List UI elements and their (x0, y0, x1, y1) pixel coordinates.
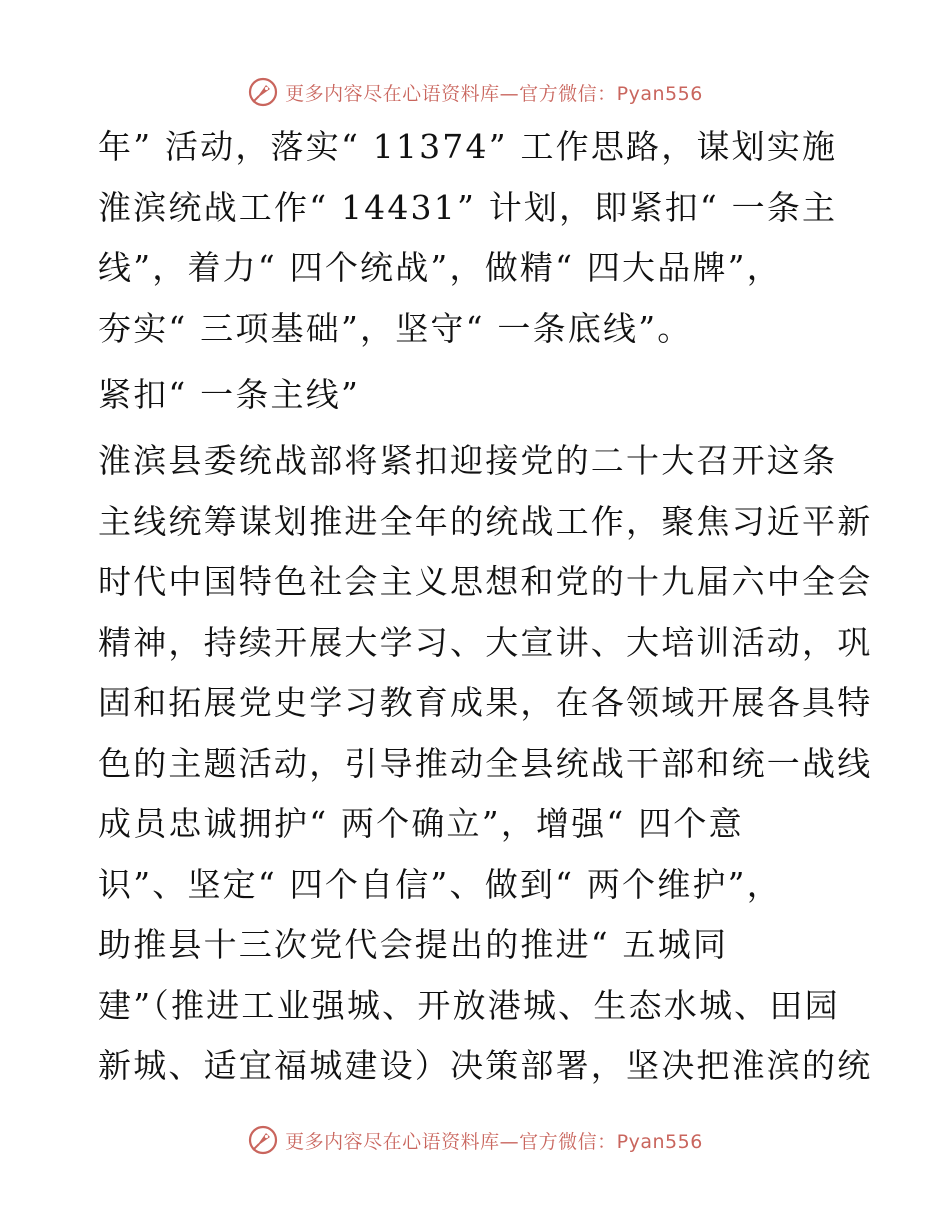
text-line: 时代中国特色社会主义思想和党的十九届六中全会 (98, 562, 873, 601)
text-line: 识”、坚定“ 四个自信”、做到“ 两个维护”， (98, 864, 782, 904)
text-line: 淮滨县委统战部将紧扣迎接党的二十大召开这条 (98, 441, 838, 480)
footer-watermark (0, 1120, 950, 1160)
text-line: 助推县十三次党代会提出的推进“ 五城同 (98, 925, 729, 964)
pen-nib-logo-icon (247, 1124, 279, 1156)
paragraph-1 (98, 125, 858, 367)
text-line: 新城、适宜福城建设）决策部署，坚决把淮滨的统 (98, 1046, 873, 1085)
pen-nib-logo-icon (247, 76, 279, 108)
text-line: 建”（推进工业强城、开放港城、生态水城、田园 (98, 985, 840, 1025)
section-heading: 紧扣“ 一条主线” (98, 375, 361, 414)
header-watermark (0, 72, 950, 112)
paragraph-2 (98, 439, 873, 1105)
text-line: 色的主题活动，引导推动全县统战干部和统一战线 (98, 743, 873, 783)
text-line: 夯实“ 三项基础”，坚守“ 一条底线”。 (98, 308, 693, 348)
watermark-text: 更多内容尽在心语资料库—官方微信：Pyan556 (285, 1130, 703, 1153)
text-line: 成员忠诚拥护“ 两个确立”，增强“ 四个意 (98, 804, 744, 843)
text-line: 线”，着力“ 四个统战”，做精“ 四大品牌”， (98, 248, 782, 287)
text-line: 固和拓展党史学习教育成果，在各领域开展各具特 (98, 683, 873, 722)
watermark-text: 更多内容尽在心语资料库—官方微信：Pyan556 (285, 82, 703, 105)
text-line: 主线统筹谋划推进全年的统战工作，聚焦习近平新 (98, 501, 873, 541)
text-line: 年” 活动，落实“ 11374” 工作思路，谋划实施 (98, 127, 838, 166)
text-line: 淮滨统战工作“ 14431” 计划，即紧扣“ 一条主 (98, 187, 838, 227)
text-line: 精神，持续开展大学习、大宣讲、大培训活动，巩 (98, 622, 873, 662)
document-body (98, 125, 873, 1105)
